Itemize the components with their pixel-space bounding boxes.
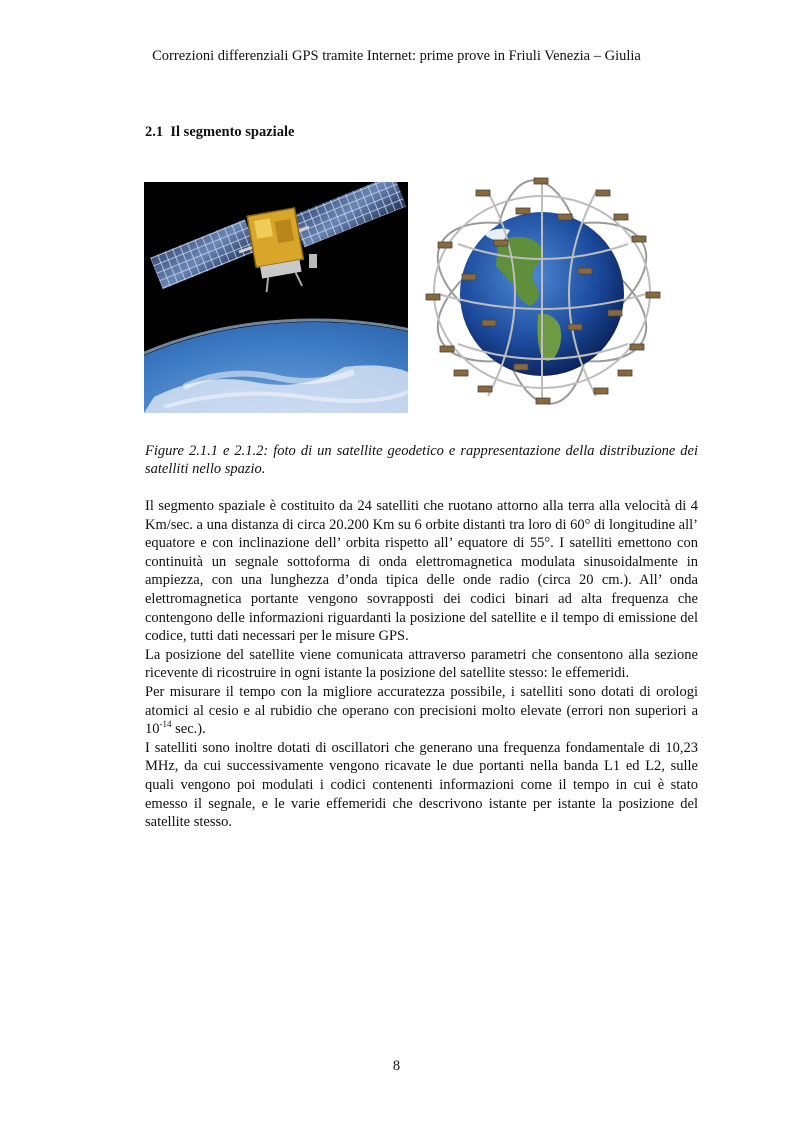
paragraph-3-text: Per misurare il tempo con la migliore accuratezza possibile, i satelliti sono dotati di orologi atomici al cesio e al rubidio che operano con precisioni molto elevate (errori non superiori a 10 (145, 683, 698, 738)
page-number: 8 (392, 1058, 401, 1074)
section-heading (145, 124, 294, 141)
paragraph-4: I satelliti sono inoltre dotati di oscillatori che generano una frequenza fondamentale di 10,23 MHz, da cui successivamente vengono ricavate le due portanti nella banda L1 ed L2, sulle quali vengono poi modulati i codici contenenti informazioni come il tempo in cui è stato emesso il segnale, e le varie effemeridi che descrivono istante per istante la posizione del satellite stesso. (145, 739, 698, 831)
body-text (145, 497, 698, 832)
paragraph-3-end: sec.). (171, 721, 206, 738)
figure-caption: Figure 2.1.1 e 2.1.2: foto di un satellite geodetico e rappresentazione della distribuzione dei satelliti nello spazio. (145, 443, 698, 477)
satellite-constellation-illustration (418, 174, 666, 408)
satellite-photo (144, 182, 408, 413)
paragraph-2: La posizione del satellite viene comunicata attraverso parametri che consentono alla sezione ricevente di ricostruire in ogni istante la posizione del satellite stesso: le effemeridi. (145, 646, 698, 682)
exponent: -14 (159, 719, 172, 730)
section-title: Il segmento spaziale (170, 124, 295, 140)
paragraph-3 (145, 683, 698, 739)
paragraph-1: Il segmento spaziale è costituito da 24 satelliti che ruotano attorno alla terra alla velocità di 4 Km/sec. a una distanza di circa 20.200 Km su 6 orbite distanti tra loro di 60° di longitudine all’ equatore e con inclinazione dell’ orbita rispetto all’ equatore di 55°. I satelliti emettono con continuità un segnale sottoforma di onda elettromagnetica modulata sinusoidalmente in ampiezza, con una lunghezza d’onda tipica delle onde radio (circa 20 cm.). All’ onda elettromagnetica portante vengono sovrapposti dei codici binari ad alta frequenza che contengono delle informazioni riguardanti la posizione del satellite e il tempo di emissione del codice, tutti dati necessari per le misure GPS. (145, 498, 698, 645)
running-header: Correzioni differenziali GPS tramite Internet: prime prove in Friuli Venezia – Giulia (152, 48, 641, 64)
section-number: 2.1 (145, 124, 164, 140)
